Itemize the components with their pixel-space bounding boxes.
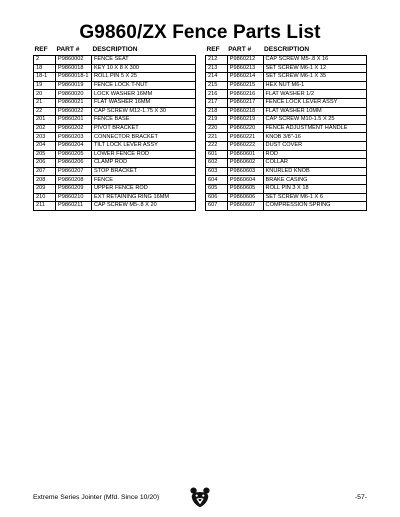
- ref-cell: 204: [34, 141, 56, 150]
- ref-cell: 603: [206, 167, 228, 176]
- part-number-cell: P9860213: [227, 64, 263, 73]
- table-row: [34, 141, 196, 150]
- description-cell: KNOB 3/8"-16: [263, 133, 366, 142]
- ref-cell: 210: [34, 193, 56, 202]
- ref-cell: 211: [34, 202, 56, 211]
- table-row: [206, 56, 367, 65]
- ref-cell: 221: [206, 133, 228, 142]
- description-cell: ROLL PIN 3 X 18: [263, 184, 366, 193]
- table-row: [34, 133, 196, 142]
- part-column-header: PART #: [56, 46, 80, 53]
- part-number-cell: P9860021: [56, 98, 92, 107]
- part-number-cell: P9860603: [227, 167, 263, 176]
- description-column-header: DESCRIPTION: [264, 46, 310, 53]
- description-cell: CAP SCREW M5-.8 X 20: [92, 202, 196, 211]
- description-cell: LOCK WASHER 16MM: [92, 90, 196, 99]
- ref-cell: 216: [206, 90, 228, 99]
- part-number-cell: P9860202: [56, 124, 92, 133]
- ref-cell: 206: [34, 159, 56, 168]
- footer-product-title: Extreme Series Jointer (Mfd. Since 10/20): [33, 494, 160, 501]
- part-number-cell: P9860605: [227, 184, 263, 193]
- part-number-cell: P9860214: [227, 73, 263, 82]
- table-row: [206, 116, 367, 125]
- part-number-cell: P9860210: [56, 193, 92, 202]
- ref-cell: 20: [34, 90, 56, 99]
- description-cell: FENCE: [92, 176, 196, 185]
- ref-column-header: REF: [34, 46, 48, 53]
- part-number-cell: P9860019: [56, 81, 92, 90]
- parts-table-left: [33, 46, 196, 211]
- description-cell: HEX NUT M6-1: [263, 81, 366, 90]
- description-cell: FENCE BASE: [92, 116, 196, 125]
- part-number-cell: P9860606: [227, 193, 263, 202]
- table-row: [34, 202, 196, 211]
- description-cell: FLAT WASHER 1/2: [263, 90, 366, 99]
- part-number-cell: P9860002: [56, 56, 92, 65]
- ref-cell: 19: [34, 81, 56, 90]
- ref-cell: 213: [206, 64, 228, 73]
- description-cell: DUST COVER: [263, 141, 366, 150]
- description-cell: CLAMP ROD: [92, 159, 196, 168]
- part-number-cell: P9860604: [227, 176, 263, 185]
- part-number-cell: P9860221: [227, 133, 263, 142]
- part-number-cell: P9860215: [227, 81, 263, 90]
- table-row: [206, 124, 367, 133]
- description-cell: SET SCREW M6-1 X 12: [263, 64, 366, 73]
- description-cell: SET SCREW M6-1 X 35: [263, 73, 366, 82]
- ref-cell: 22: [34, 107, 56, 116]
- ref-cell: 18-1: [34, 73, 56, 82]
- part-number-cell: P9860022: [56, 107, 92, 116]
- table-row: [206, 141, 367, 150]
- ref-cell: 217: [206, 98, 228, 107]
- table-row: [206, 90, 367, 99]
- description-cell: CAP SCREW M5-.8 X 16: [263, 56, 366, 65]
- ref-cell: 201: [34, 116, 56, 125]
- table-row: [206, 159, 367, 168]
- parts-table-right: [205, 46, 367, 211]
- part-number-cell: P9860020: [56, 90, 92, 99]
- ref-cell: 18: [34, 64, 56, 73]
- table-row: [34, 90, 196, 99]
- part-number-cell: P9860217: [227, 98, 263, 107]
- ref-cell: 208: [34, 176, 56, 185]
- description-cell: STOP BRACKET: [92, 167, 196, 176]
- description-cell: FENCE ADJUSTMENT HANDLE: [263, 124, 366, 133]
- part-number-cell: P9860211: [56, 202, 92, 211]
- part-number-cell: P9860204: [56, 141, 92, 150]
- table-row: [34, 64, 196, 73]
- part-number-cell: P9860018-1: [56, 73, 92, 82]
- part-number-cell: P9860208: [56, 176, 92, 185]
- description-cell: CONNECTOR BRACKET: [92, 133, 196, 142]
- ref-cell: 205: [34, 150, 56, 159]
- table-row: [34, 167, 196, 176]
- table-row: [34, 73, 196, 82]
- part-number-cell: P9860201: [56, 116, 92, 125]
- table-row: [206, 202, 367, 211]
- table-row: [34, 98, 196, 107]
- table-row: [206, 98, 367, 107]
- table-row: [206, 81, 367, 90]
- part-number-cell: P9860218: [227, 107, 263, 116]
- description-cell: COMPRESSION SPRING: [263, 202, 366, 211]
- ref-column-header: REF: [206, 46, 220, 53]
- part-number-cell: P9860607: [227, 202, 263, 211]
- ref-cell: 601: [206, 150, 228, 159]
- description-cell: FENCE LOCK LEVER ASSY: [263, 98, 366, 107]
- description-cell: LOWER FENCE ROD: [92, 150, 196, 159]
- table-row: [34, 193, 196, 202]
- description-cell: FLAT WASHER 16MM: [92, 98, 196, 107]
- description-cell: EXT RETAINING RING 16MM: [92, 193, 196, 202]
- part-number-cell: P9860216: [227, 90, 263, 99]
- ref-cell: 605: [206, 184, 228, 193]
- table-row: [206, 64, 367, 73]
- ref-cell: 607: [206, 202, 228, 211]
- description-cell: BRAKE CASING: [263, 176, 366, 185]
- part-number-cell: P9860220: [227, 124, 263, 133]
- table-row: [206, 184, 367, 193]
- part-number-cell: P9860203: [56, 133, 92, 142]
- ref-cell: 219: [206, 116, 228, 125]
- table-row: [206, 107, 367, 116]
- table-row: [34, 184, 196, 193]
- description-cell: CAP SCREW M10-1.5 X 25: [263, 116, 366, 125]
- description-cell: KEY 10 X 8 X 300: [92, 64, 196, 73]
- table-row: [34, 176, 196, 185]
- grizzly-bear-icon: [189, 486, 211, 508]
- ref-cell: 209: [34, 184, 56, 193]
- table-row: [34, 159, 196, 168]
- ref-cell: 215: [206, 81, 228, 90]
- part-number-cell: P9860602: [227, 159, 263, 168]
- description-cell: SET SCREW M6-1 X 6: [263, 193, 366, 202]
- table-row: [34, 81, 196, 90]
- ref-cell: 202: [34, 124, 56, 133]
- ref-cell: 214: [206, 73, 228, 82]
- ref-cell: 220: [206, 124, 228, 133]
- parts-table-left-body: [34, 56, 196, 211]
- table-row: [34, 56, 196, 65]
- description-cell: KNURLED KNOB: [263, 167, 366, 176]
- description-cell: ROD: [263, 150, 366, 159]
- table-row: [34, 116, 196, 125]
- part-column-header: PART #: [228, 46, 252, 53]
- part-number-cell: P9860209: [56, 184, 92, 193]
- ref-cell: 203: [34, 133, 56, 142]
- table-row: [206, 193, 367, 202]
- ref-cell: 2: [34, 56, 56, 65]
- part-number-cell: P9860219: [227, 116, 263, 125]
- part-number-cell: P9860601: [227, 150, 263, 159]
- page-number: -57-: [354, 494, 367, 501]
- description-cell: FLAT WASHER 10MM: [263, 107, 366, 116]
- ref-cell: 222: [206, 141, 228, 150]
- page-title: G9860/ZX Fence Parts List: [79, 22, 321, 43]
- ref-cell: 218: [206, 107, 228, 116]
- part-number-cell: P9860207: [56, 167, 92, 176]
- parts-table-right-body: [206, 56, 367, 211]
- table-row: [34, 124, 196, 133]
- description-cell: ROLL PIN 5 X 25: [92, 73, 196, 82]
- part-number-cell: P9860212: [227, 56, 263, 65]
- table-row: [34, 107, 196, 116]
- table-row: [206, 73, 367, 82]
- description-column-header: DESCRIPTION: [92, 46, 138, 53]
- part-number-cell: P9860206: [56, 159, 92, 168]
- table-header-row: [206, 46, 367, 56]
- ref-cell: 606: [206, 193, 228, 202]
- table-row: [206, 150, 367, 159]
- table-header-row: [34, 46, 196, 56]
- description-cell: TILT LOCK LEVER ASSY: [92, 141, 196, 150]
- description-cell: FENCE LOCK T-NUT: [92, 81, 196, 90]
- description-cell: COLLAR: [263, 159, 366, 168]
- description-cell: CAP SCREW M12-1.75 X 30: [92, 107, 196, 116]
- ref-cell: 602: [206, 159, 228, 168]
- part-number-cell: P9860205: [56, 150, 92, 159]
- description-cell: UPPER FENCE ROD: [92, 184, 196, 193]
- ref-cell: 212: [206, 56, 228, 65]
- ref-cell: 21: [34, 98, 56, 107]
- part-number-cell: P9860222: [227, 141, 263, 150]
- description-cell: PIVOT BRACKET: [92, 124, 196, 133]
- table-row: [206, 167, 367, 176]
- table-row: [206, 176, 367, 185]
- ref-cell: 604: [206, 176, 228, 185]
- table-row: [34, 150, 196, 159]
- part-number-cell: P9860018: [56, 64, 92, 73]
- ref-cell: 207: [34, 167, 56, 176]
- table-row: [206, 133, 367, 142]
- description-cell: FENCE SEAT: [92, 56, 196, 65]
